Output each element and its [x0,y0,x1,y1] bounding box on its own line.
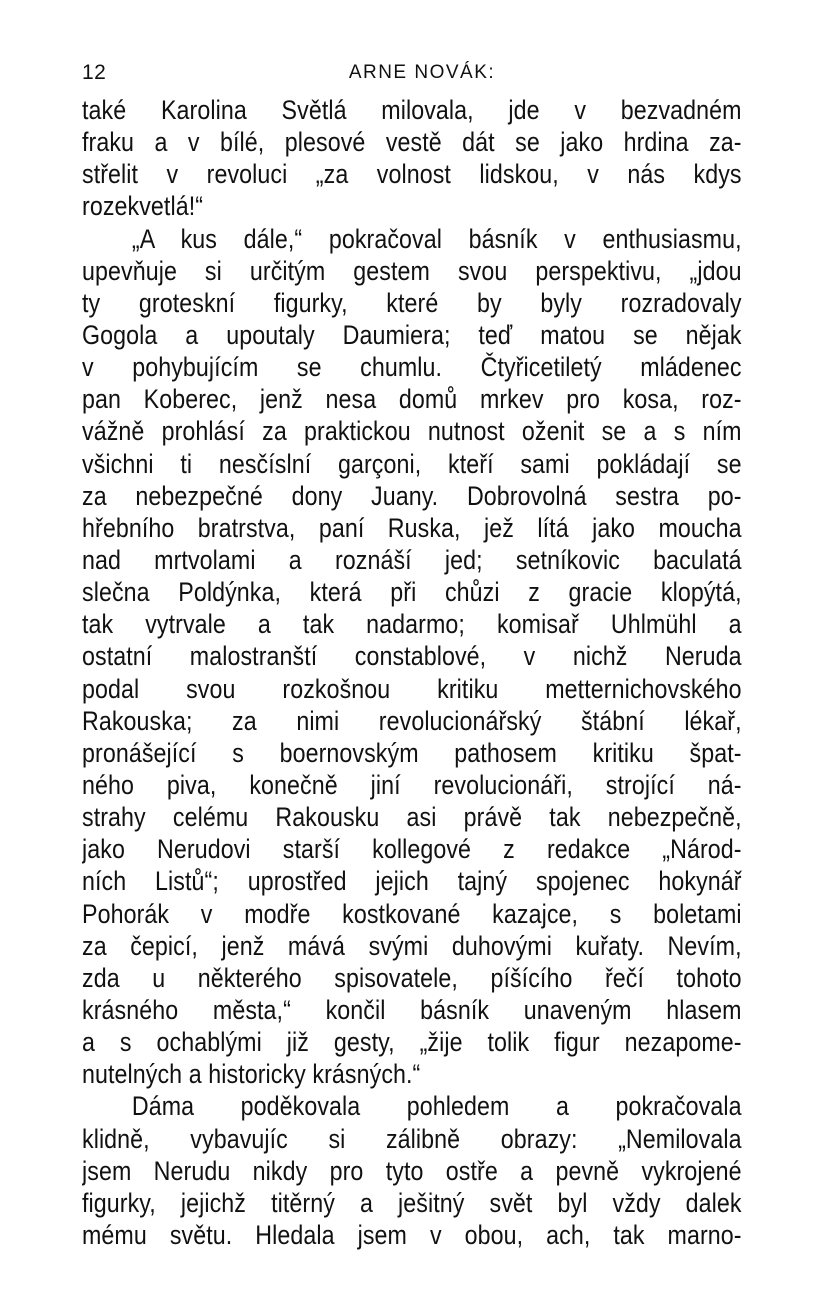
text-line: zda u některého spisovatele, píšícího řečí tohoto [82,962,742,993]
text-line: ostatní malostranští constablové, v nichž Neruda [82,641,742,672]
text-line: jsem Nerudu nikdy pro tyto ostře a pevně vykrojené [82,1155,742,1186]
text-line: klidně, vybavujíc si zálibně obrazy: „Nemilovala [82,1123,742,1154]
text-line: za čepicí, jenž mává svými duhovými kuřaty. Nevím, [82,930,742,961]
text-line: Rakouska; za nimi revolucionářský štábní lékař, [82,705,742,736]
text-line: slečna Poldýnka, která při chůzi z gracie klopýtá, [82,577,742,608]
text-line: za nebezpečné dony Juany. Dobrovolná sestra po- [82,480,742,511]
text-line: upevňuje si určitým gestem svou perspektivu, „jdou [82,255,742,286]
running-head: ARNE NOVÁK: [348,62,496,83]
text-line: fraku a v bílé, plesové vestě dát se jako hrdina za- [82,127,742,158]
text-line: pronášející s boernovským pathosem kritiku špat- [82,737,742,768]
text-line: nutelných a historicky krásných.“ [82,1059,421,1090]
text-line: střelit v revoluci „za volnost lidskou, v nás kdys [82,159,742,190]
text-line: tak vytrvale a tak nadarmo; komisař Uhlmühl a [82,609,742,640]
text-line: vážně prohlásí za praktickou nutnost oženit se a s ním [82,416,742,447]
text-line: strahy celému Rakousku asi právě tak nebezpečně, [82,802,742,833]
text-line: nad mrtvolami a roznáší jed; setníkovic baculatá [82,544,742,575]
text-line: ného piva, konečně jiní revolucionáři, strojící ná- [82,769,742,800]
text-line: ních Listů“; uprostřed jejich tajný spojenec hokynář [82,866,742,897]
text-line: figurky, jejichž titěrný a ješitný svět byl vždy dalek [82,1187,742,1218]
text-line: rozekvetlá!“ [82,191,204,222]
text-line: ty groteskní figurky, které by byly rozradovaly [82,287,742,318]
text-line: hřebního bratrstva, paní Ruska, jež lítá jako moucha [82,512,742,543]
text-line: Gogola a upoutaly Daumiera; teď matou se nějak [82,319,742,350]
page-number: 12 [82,61,107,84]
text-line: také Karolina Světlá milovala, jde v bezvadném [82,95,742,125]
text-line: jako Nerudovi starší kollegové z redakce „Národ- [82,834,742,865]
text-line: podal svou rozkošnou kritiku metternichovského [82,673,742,704]
text-line: a s ochablými již gesty, „žije tolik figur nezapome- [82,1027,742,1058]
text-line: Pohorák v modře kostkované kazajce, s boletami [82,898,742,929]
text-line: Dáma poděkovala pohledem a pokračovala [131,1091,742,1122]
text-line: „A kus dále,“ pokračoval básník v enthusiasmu, [131,223,742,254]
text-line: v pohybujícím se chumlu. Čtyřicetiletý mládenec [82,352,742,383]
text-line: krásného města,“ končil básník unaveným hlasem [82,994,742,1025]
text-line: mému světu. Hledala jsem v obou, ach, tak marno- [82,1219,742,1250]
page-header [82,58,742,88]
text-line: pan Koberec, jenž nesa domů mrkev pro kosa, roz- [82,384,742,415]
text-line: všichni ti nesčíslní garçoni, kteří sami pokládají se [82,448,742,479]
body-text [82,94,742,1251]
